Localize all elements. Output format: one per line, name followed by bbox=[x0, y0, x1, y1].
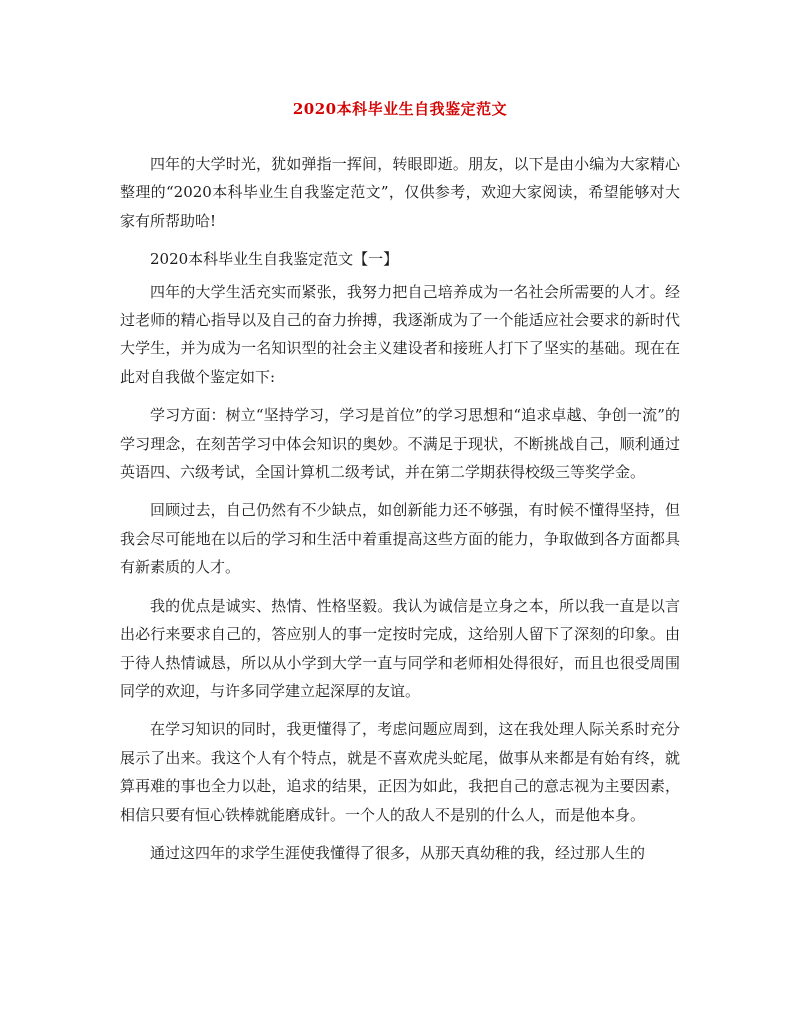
body-paragraph: 我的优点是诚实、热情、性格坚毅。我认为诚信是立身之本，所以我一直是以言出必行来要求自己的，答应别人的事一定按时完成，这给别人留下了深刻的印象。由于待人热情诚恳，所以从小学到大学一直与同学和老师相处得很好，而且也很受周围同学的欢迎，与许多同学建立起深厚的友谊。 bbox=[120, 596, 680, 700]
section-heading: 2020本科毕业生自我鉴定范文【一】 bbox=[150, 250, 399, 269]
body-paragraph: 在学习知识的同时，我更懂得了，考虑问题应周到，这在我处理人际关系时充分展示了出来。我这个人有个特点，就是不喜欢虎头蛇尾，做事从来都是有始有终，就算再难的事也全力以赴，追求的结果，正因为如此，我把自己的意志视为主要因素，相信只要有恒心铁棒就能磨成针。一个人的敌人不是别的什么人，而是他本身。 bbox=[120, 720, 680, 824]
body-paragraph: 回顾过去，自己仍然有不少缺点，如创新能力还不够强，有时候不懂得坚持，但我会尽可能地在以后的学习和生活中着重提高这些方面的能力，争取做到各方面都具有新素质的人才。 bbox=[120, 501, 680, 577]
document-body bbox=[120, 150, 680, 877]
body-paragraph: 学习方面：树立“坚持学习，学习是首位”的学习思想和“追求卓越、争创一流”的学习理念，在刻苦学习中体会知识的奥妙。不满足于现状，不断挑战自己，顺利通过英语四、六级考试，全国计算机二级考试，并在第二学期获得校级三等奖学金。 bbox=[120, 406, 680, 482]
intro-paragraph: 四年的大学时光，犹如弹指一挥间，转眼即逝。朋友，以下是由小编为大家精心整理的“2020本科毕业生自我鉴定范文”，仅供参考，欢迎大家阅读，希望能够对大家有所帮助哈! bbox=[120, 155, 680, 230]
body-paragraph: 通过这四年的求学生涯使我懂得了很多，从那天真幼稚的我，经过那人生的 bbox=[150, 843, 646, 862]
body-paragraph: 四年的大学生活充实而紧张，我努力把自己培养成为一名社会所需要的人才。经过老师的精心指导以及自己的奋力拚搏，我逐渐成为了一个能适应社会要求的新时代大学生，并为成为一名知识型的社会主义建设者和接班人打下了坚实的基础。现在在此对自我做个鉴定如下: bbox=[120, 282, 680, 386]
document-title: 2020本科毕业生自我鉴定范文 bbox=[292, 100, 508, 118]
